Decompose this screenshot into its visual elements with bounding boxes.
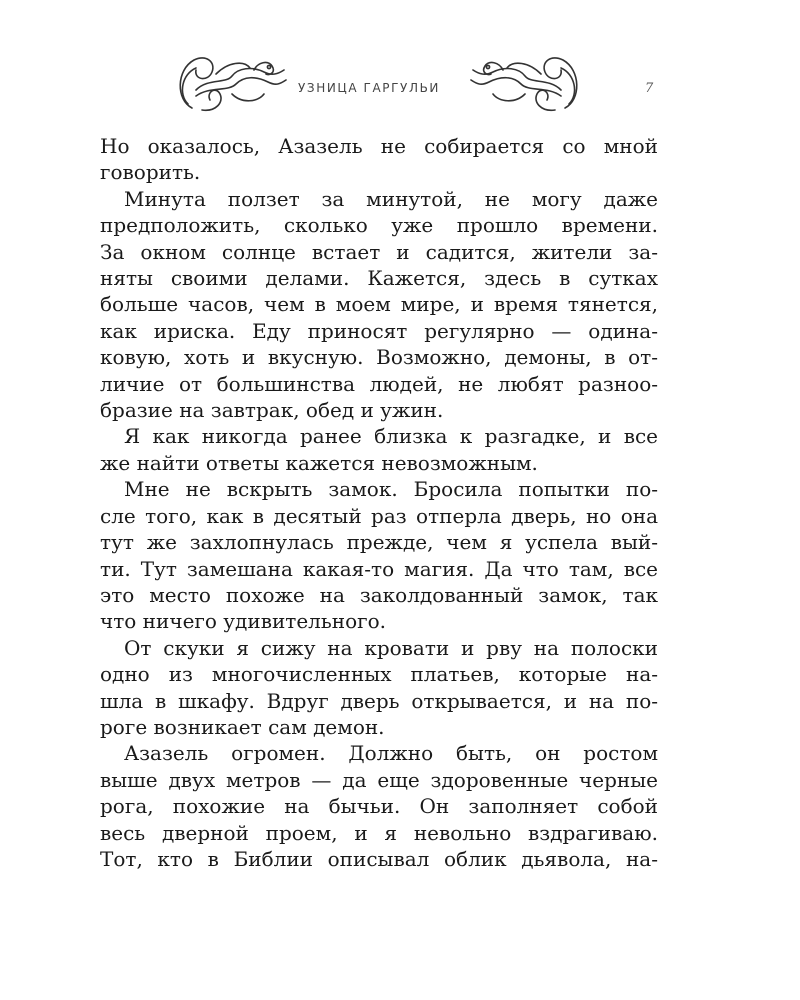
text-line: одно из многочисленных платьев, которые на- xyxy=(100,662,658,687)
text-line: сле того, как в десятый раз отперла дверь, но она xyxy=(100,503,658,528)
text-line: Минута ползет за минутой, не могу даже xyxy=(124,186,658,211)
text-line: весь дверной проем, и я невольно вздрагиваю. xyxy=(100,820,658,845)
text-line: роге возникает сам демон. xyxy=(100,714,385,739)
text-line: От скуки я сижу на кровати и рву на полоски xyxy=(124,635,658,660)
text-line: что ничего удивительного. xyxy=(100,609,387,634)
text-line: Но оказалось, Азазель не собирается со мной xyxy=(100,134,658,158)
text-line: выше двух метров — да еще здоровенные черные xyxy=(100,767,658,792)
text-line: говорить. xyxy=(100,160,201,185)
text-line: ти. Тут замешана какая-то магия. Да что там, все xyxy=(100,556,658,581)
celtic-knot-ornament-icon xyxy=(172,50,292,120)
text-line: как ириска. Еду приносят регулярно — одина- xyxy=(100,318,658,343)
page-number: 7 xyxy=(645,81,654,96)
text-line: За окном солнце встает и садится, жители за- xyxy=(100,239,658,264)
text-line: личие от большинства людей, не любят разноо- xyxy=(100,371,658,396)
text-line: больше часов, чем в моем мире, и время тянется, xyxy=(100,292,658,317)
text-line: предположить, сколько уже прошло времени. xyxy=(100,213,658,238)
body-text xyxy=(100,133,658,872)
text-line: Тот, кто в Библии описывал облик дьявола, на- xyxy=(100,846,658,871)
text-line: Мне не вскрыть замок. Бросила попытки по- xyxy=(124,477,658,502)
text-line: ковую, хоть и вкусную. Возможно, демоны, в от- xyxy=(100,345,658,370)
text-line: няты своими делами. Кажется, здесь в сутках xyxy=(100,266,658,291)
text-line: это место похоже на заколдованный замок, так xyxy=(100,582,658,607)
text-line: тут же захлопнулась прежде, чем я успела вый- xyxy=(100,530,658,555)
text-line: Азазель огромен. Должно быть, он ростом xyxy=(124,741,658,766)
text-line: же найти ответы кажется невозможным. xyxy=(100,450,538,475)
running-title: УЗНИЦА ГАРГУЛЬИ xyxy=(298,81,440,95)
text-line: бразие на завтрак, обед и ужин. xyxy=(100,398,444,423)
celtic-knot-ornament-icon xyxy=(465,50,585,120)
text-line: Я как никогда ранее близка к разгадке, и все xyxy=(124,424,658,449)
text-line: шла в шкафу. Вдруг дверь открывается, и на по- xyxy=(100,688,658,713)
text-line: рога, похожие на бычьи. Он заполняет собой xyxy=(100,794,658,819)
running-head xyxy=(170,48,654,128)
